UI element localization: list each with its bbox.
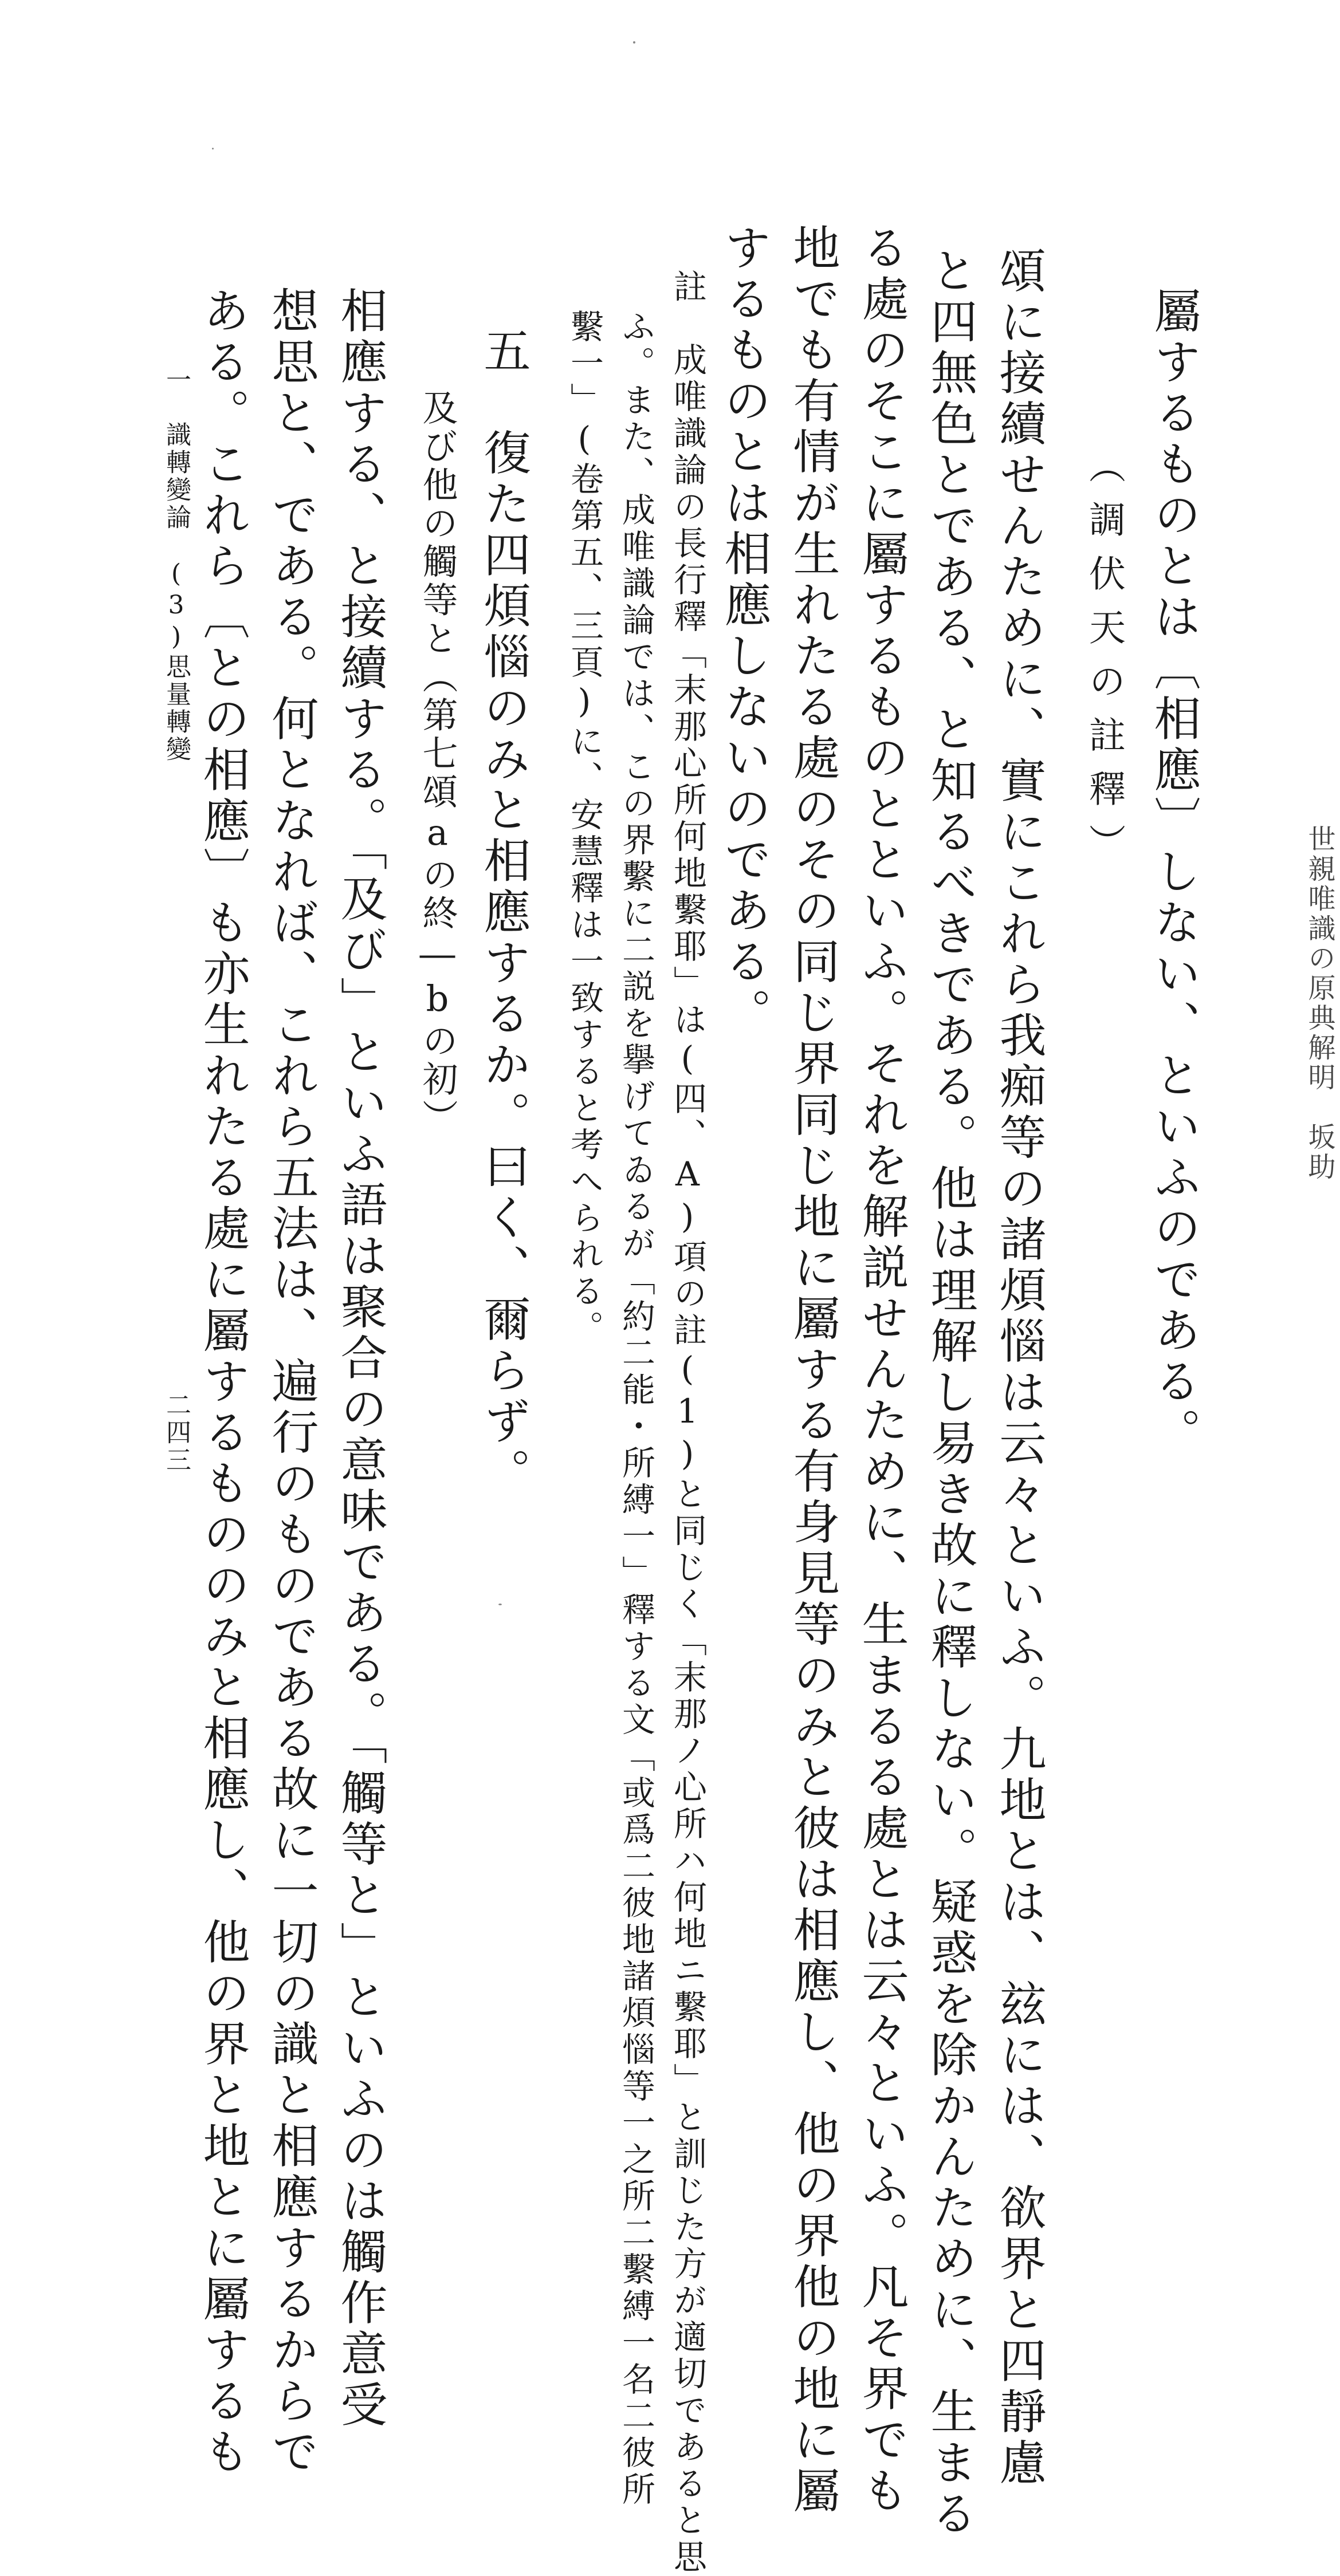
scan-speck <box>633 41 635 44</box>
main-line-7: するものとは相應しないのである。 <box>717 223 771 1039</box>
note-line-1: 註 成唯識論の長行釋「末那心所何地繫耶」は(四、A)項の註(1)と同じく「末那ノ心所ハ何地ニ繫耶」と訓じた方が適切であると思 <box>668 269 707 2576</box>
note-line-2: ふ。また、成唯識論では、この界繫に二説を擧げてゐるが「約二能・所縛一」釋する文「或爲二彼地諸煩惱等一之所二繫縛一名二彼所 <box>616 309 655 2508</box>
main-line-3: 頌に接續せんために、實にこれら我痴等の諸煩惱は云々といふ。九地とは、玆には、欲界と四靜慮 <box>992 246 1046 2489</box>
section5-line-3: 相應する、と接續する。「及び」といふ語は聚合の意味である。「觸等と」といふのは觸作意受 <box>333 286 387 2431</box>
page-number: 二四三 <box>162 1392 191 1474</box>
scan-speck <box>212 148 214 149</box>
section5-line-2: 及び他の觸等と（第七頌aの終―bの初） <box>416 389 458 1137</box>
section5-line-5: ある。これら〔との相應〕も亦生れたる處に屬するもののみと相應し、他の界と地とに屬するも <box>195 286 250 2478</box>
section-heading: （調伏天の註釋） <box>1083 447 1125 877</box>
note-line-3: 繫一」(卷第五、三頁)に、安慧釋は一致すると考へられる。 <box>565 309 604 1347</box>
main-line-1: 屬するものとは〔相應〕しない、といふのである。 <box>1146 286 1201 1459</box>
side-header-title: 世親唯識の原典解明 <box>1303 825 1335 1093</box>
main-line-4: と四無色とである、と知るべきである。他は理解し易き故に釋しない。疑惑を除かんために、生まる <box>923 246 977 2540</box>
side-header-author: 坂助 <box>1303 1122 1335 1182</box>
main-line-5: る處のそこに屬するものとといふ。それを解説せんために、生まるる處とは云々といふ。凡そ界でも <box>854 223 909 2517</box>
running-footer: 一 識轉變論 (3)思量轉變 <box>162 367 191 763</box>
main-line-6: 地でも有情が生れたる處のその同じ界同じ地に屬する有身見等のみと彼は相應し、他の界他の地に屬 <box>785 223 840 2517</box>
section5-line-1: 五 復た四煩惱のみと相應するか。曰く、爾らず。 <box>476 326 531 1499</box>
scan-speck <box>498 1604 502 1605</box>
section5-line-4: 想思と、である。何となれば、これら五法は、遍行のものである故に一切の識と相應するからで <box>264 286 319 2478</box>
